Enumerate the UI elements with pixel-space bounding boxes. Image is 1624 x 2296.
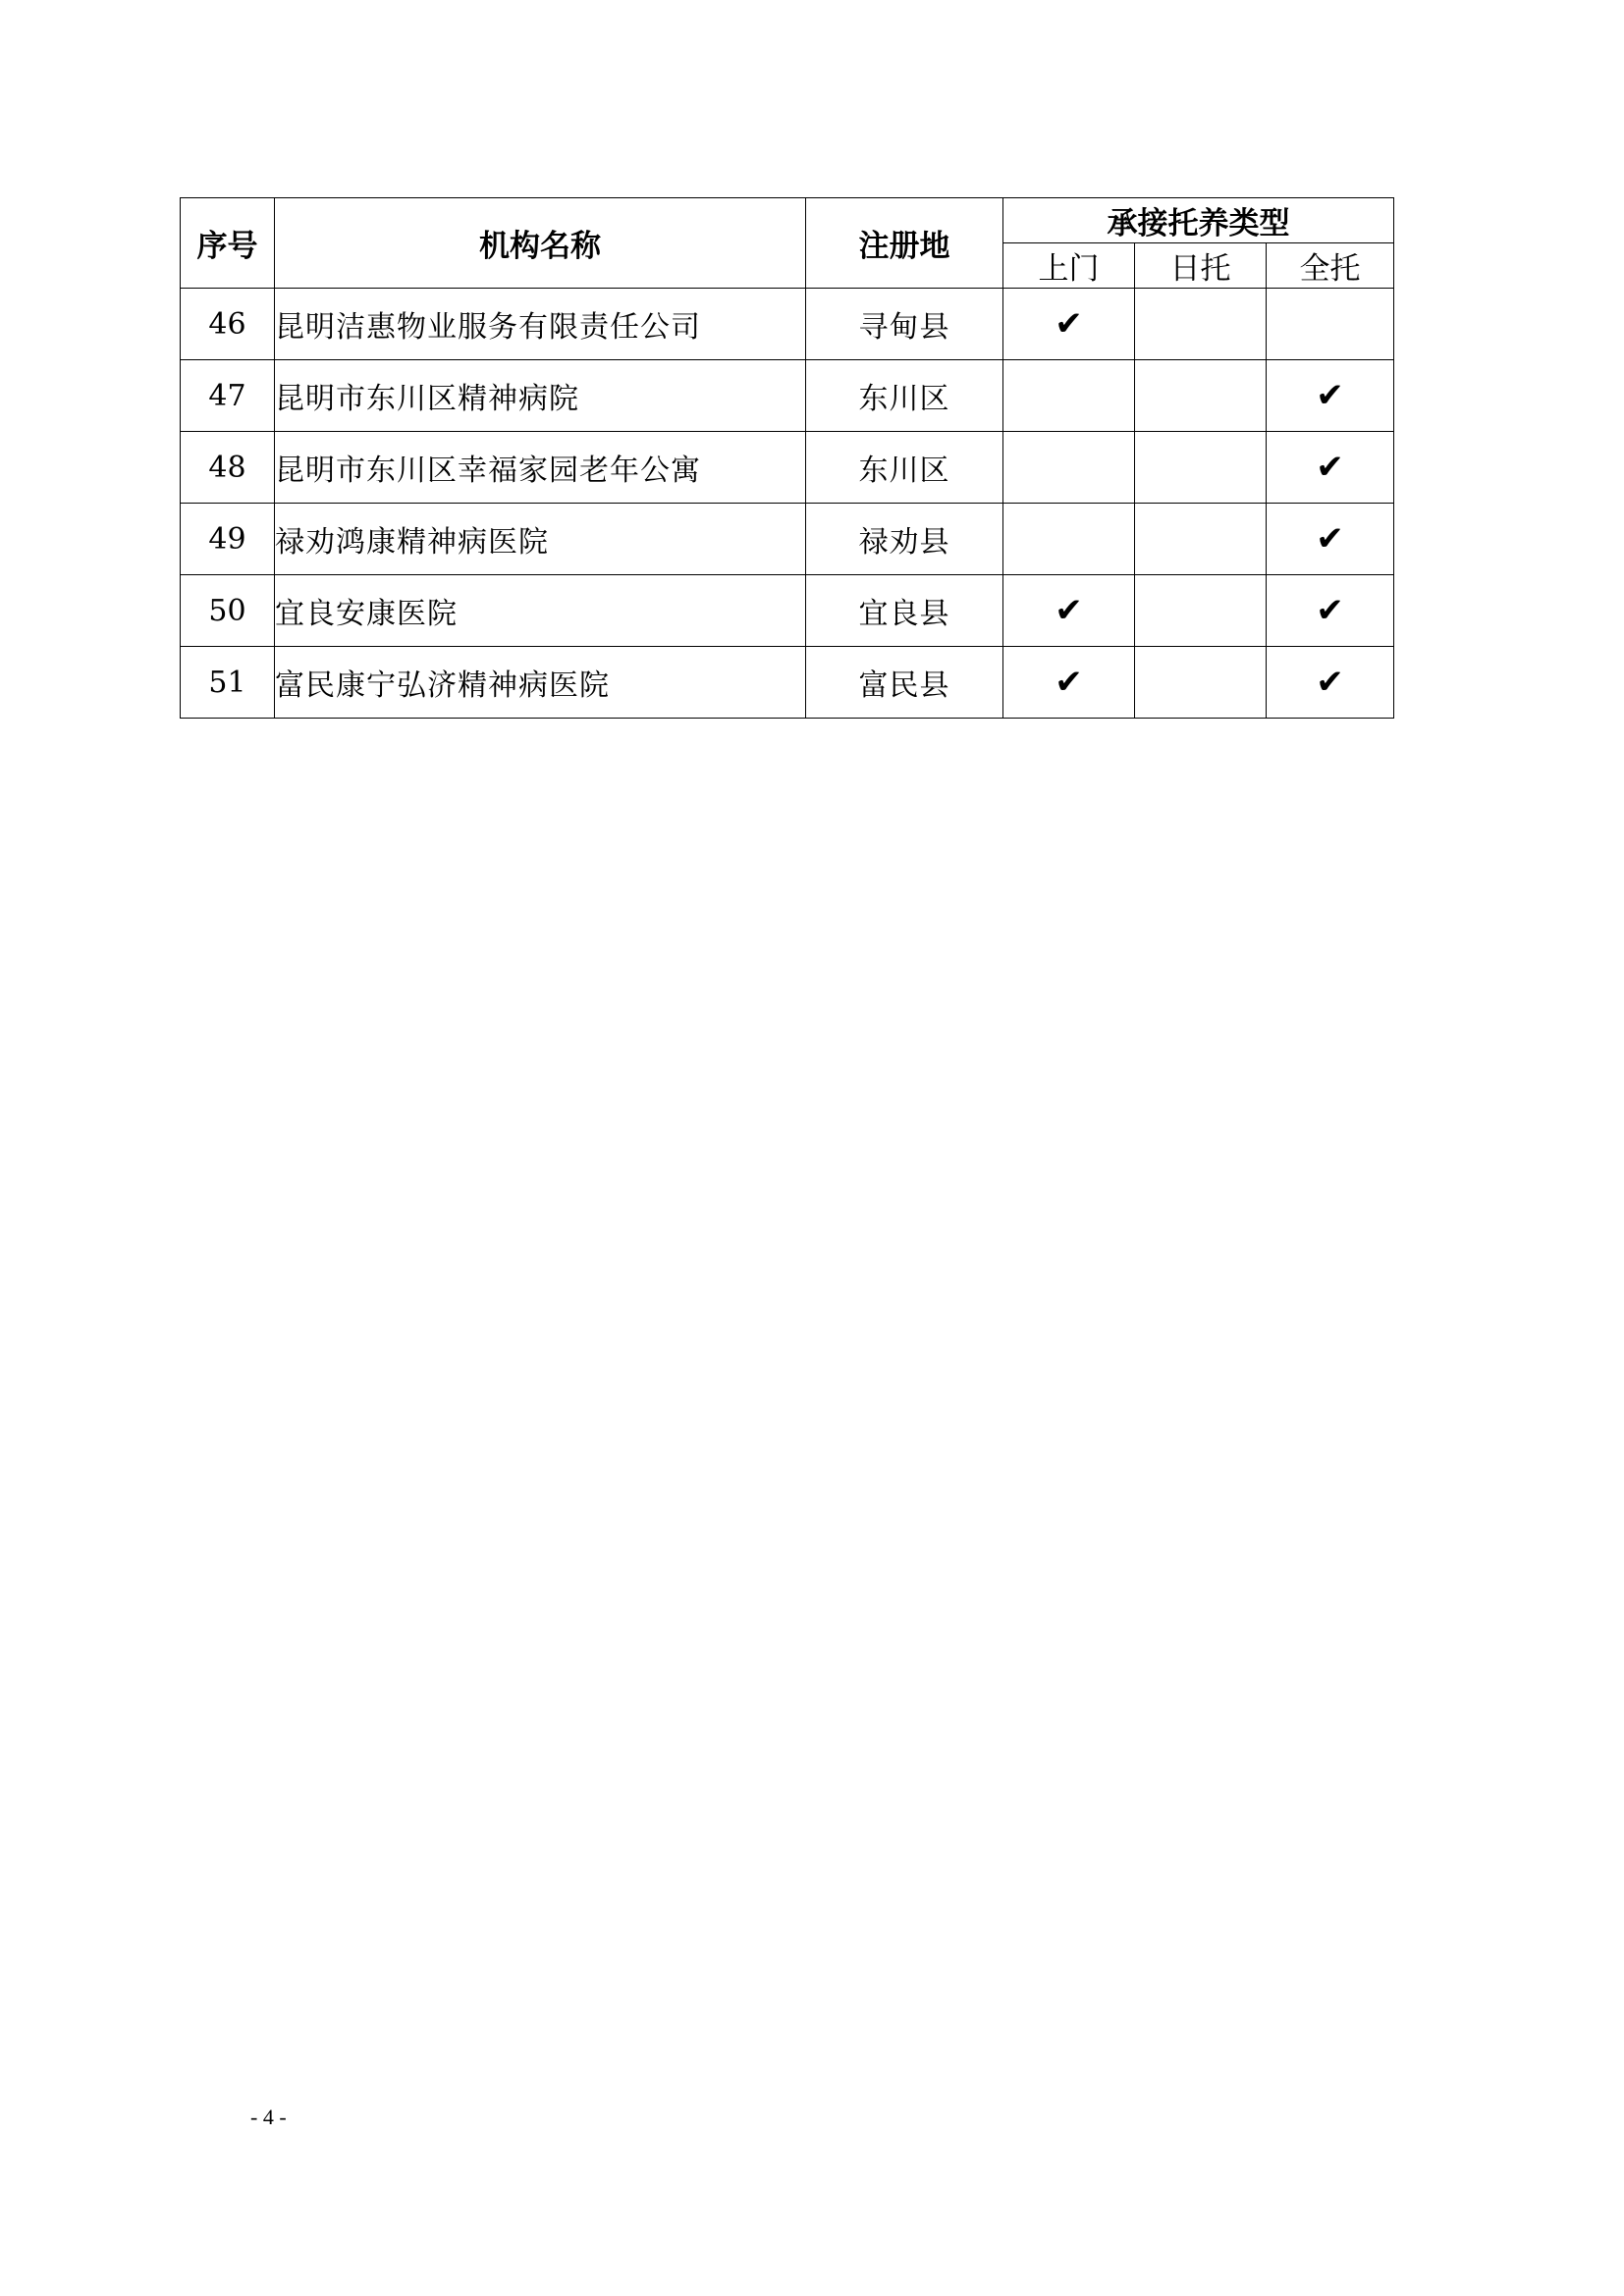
table-row — [181, 647, 1394, 719]
row-registered-place: 东川区 — [806, 360, 1003, 432]
row-home-visit-check: ✔ — [1003, 647, 1135, 719]
row-home-visit-check — [1003, 360, 1135, 432]
header-registered-place: 注册地 — [806, 198, 1003, 289]
row-day-care-check — [1135, 432, 1267, 504]
header-home-visit: 上门 — [1003, 243, 1135, 289]
institution-table — [180, 197, 1394, 719]
row-full-care-check: ✔ — [1267, 504, 1394, 575]
row-full-care-check — [1267, 289, 1394, 360]
table-row — [181, 504, 1394, 575]
row-institution-name: 昆明洁惠物业服务有限责任公司 — [275, 289, 806, 360]
row-day-care-check — [1135, 647, 1267, 719]
row-full-care-check: ✔ — [1267, 432, 1394, 504]
row-institution-name: 富民康宁弘济精神病医院 — [275, 647, 806, 719]
table-row — [181, 575, 1394, 647]
header-name: 机构名称 — [275, 198, 806, 289]
row-seq: 48 — [181, 432, 275, 504]
table-row — [181, 432, 1394, 504]
page-number: - 4 - — [250, 2105, 287, 2129]
row-seq: 51 — [181, 647, 275, 719]
row-day-care-check — [1135, 504, 1267, 575]
header-full-care: 全托 — [1267, 243, 1394, 289]
row-seq: 49 — [181, 504, 275, 575]
row-seq: 47 — [181, 360, 275, 432]
header-care-type-group: 承接托养类型 — [1003, 198, 1394, 243]
row-registered-place: 富民县 — [806, 647, 1003, 719]
row-seq: 46 — [181, 289, 275, 360]
row-home-visit-check — [1003, 504, 1135, 575]
row-day-care-check — [1135, 289, 1267, 360]
header-day-care: 日托 — [1135, 243, 1267, 289]
row-full-care-check: ✔ — [1267, 360, 1394, 432]
row-institution-name: 昆明市东川区幸福家园老年公寓 — [275, 432, 806, 504]
row-home-visit-check: ✔ — [1003, 575, 1135, 647]
row-registered-place: 宜良县 — [806, 575, 1003, 647]
row-day-care-check — [1135, 360, 1267, 432]
row-home-visit-check — [1003, 432, 1135, 504]
row-home-visit-check: ✔ — [1003, 289, 1135, 360]
row-day-care-check — [1135, 575, 1267, 647]
row-institution-name: 禄劝鸿康精神病医院 — [275, 504, 806, 575]
header-seq: 序号 — [181, 198, 275, 289]
row-registered-place: 禄劝县 — [806, 504, 1003, 575]
row-registered-place: 寻甸县 — [806, 289, 1003, 360]
row-institution-name: 宜良安康医院 — [275, 575, 806, 647]
row-seq: 50 — [181, 575, 275, 647]
row-full-care-check: ✔ — [1267, 575, 1394, 647]
row-institution-name: 昆明市东川区精神病院 — [275, 360, 806, 432]
row-full-care-check: ✔ — [1267, 647, 1394, 719]
row-registered-place: 东川区 — [806, 432, 1003, 504]
table-row — [181, 360, 1394, 432]
table-row — [181, 289, 1394, 360]
